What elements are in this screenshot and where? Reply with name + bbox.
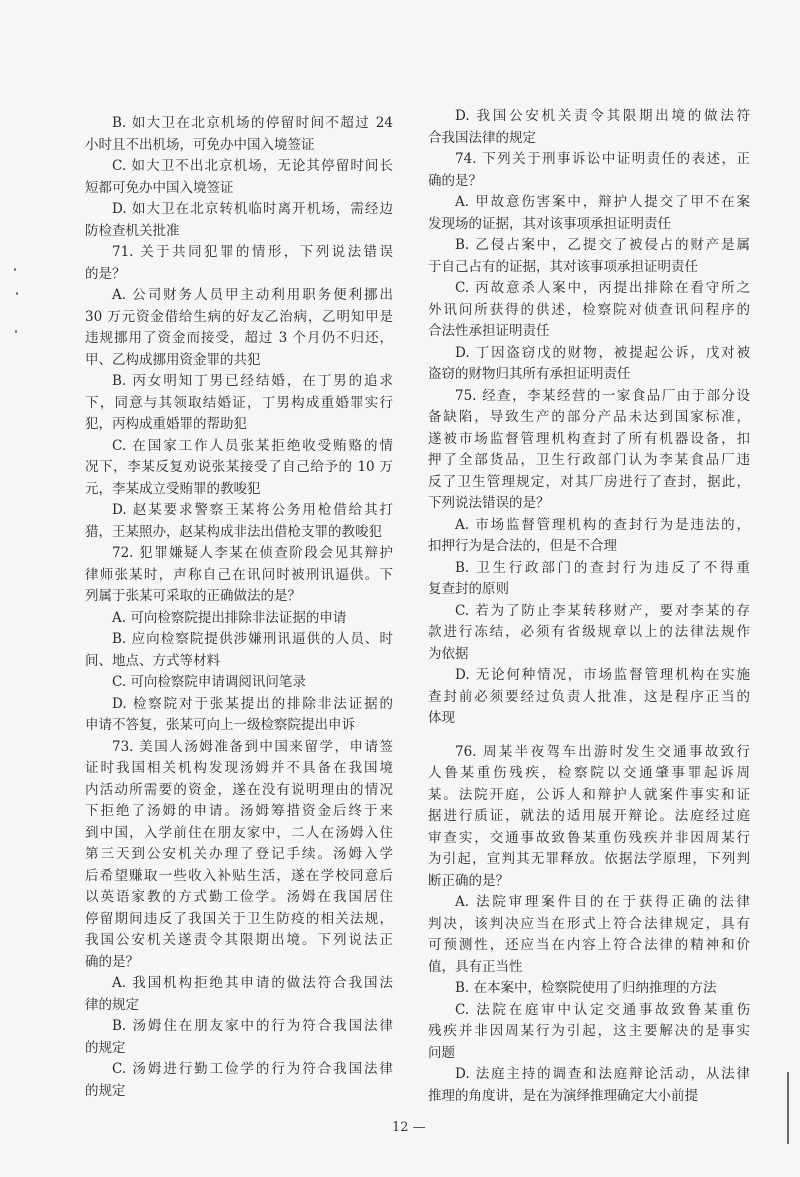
q73-option-d xyxy=(428,106,750,149)
text-line: 停留期间违反了我国关于卫生防疫的相关法规， xyxy=(85,910,393,927)
text-line: 猎，王某照办，赵某构成非法出借枪支罪的教唆犯 xyxy=(85,523,382,540)
text-line: 75. 经查，李某经营的一家食品厂由于部分设 xyxy=(455,387,750,404)
text-line: C. 若为了防止李某转移财产，要对李某的存 xyxy=(455,602,750,619)
text-line: 判决，该判决应当在形式上符合法律规定，具有 xyxy=(428,915,750,932)
text-line: 30 万元资金借给生病的好友乙治病，乙明知甲是 xyxy=(85,308,393,325)
text-line: 断正确的是？ xyxy=(428,872,509,889)
text-line: 人鲁某重伤残疾，检察院以交通肇事罪起诉周 xyxy=(428,765,750,781)
text-line: B. 丙女明知丁男已经结婚，在丁男的追求 xyxy=(112,373,393,389)
scan-artifact-dot xyxy=(16,292,18,295)
q74-option-c xyxy=(428,278,750,343)
text-line: 以英语家教的方式勤工俭学。汤姆在我国居住 xyxy=(85,889,393,905)
text-line: D. 赵某要求警察王某将公务用枪借给其打 xyxy=(112,502,393,518)
text-line: 问题 xyxy=(428,1044,455,1061)
text-line: C. 如大卫不出北京机场，无论其停留时间长 xyxy=(112,158,393,174)
q70-option-b xyxy=(85,113,393,156)
text-line: 74. 下列关于刑事诉讼中证明责任的表述，正 xyxy=(455,151,750,167)
text-line: 后希望赚取一些收入补贴生活，遂在学校同意后 xyxy=(85,867,393,884)
q76-option-a xyxy=(428,892,750,978)
text-line: 为引起，宣判其无罪释放。依据法学原理，下列判 xyxy=(428,851,750,867)
text-line: B. 如大卫在北京机场的停留时间不超过 24 xyxy=(112,115,393,131)
text-line: 盗窃的财物归其所有承担证明责任 xyxy=(428,366,631,382)
text-line: 证时我国相关机构发现汤姆并不具备在我国境 xyxy=(85,760,393,776)
text-line: B. 乙侵占案中，乙提交了被侵占的财产是属 xyxy=(455,237,750,253)
q71-option-c xyxy=(85,436,393,501)
text-line: 况下，李某反复劝说张某接受了自己给予的 10 万 xyxy=(85,459,393,475)
q75-option-d xyxy=(428,665,750,730)
text-line: 合我国法律的规定 xyxy=(428,129,536,146)
q73-option-a xyxy=(85,973,393,1016)
text-line: 复查封的原则 xyxy=(428,581,509,597)
text-line: C. 汤姆进行勤工俭学的行为符合我国法律 xyxy=(112,1061,393,1077)
q73-option-c xyxy=(85,1059,393,1102)
text-line: 73. 美国人汤姆准备到中国来留学，申请签 xyxy=(112,738,393,755)
page-number: 12 — xyxy=(392,1120,426,1135)
text-line: 发现场的证据，其对该事项承担证明责任 xyxy=(428,215,671,232)
text-line: 犯，丙构成重婚罪的帮助犯 xyxy=(85,416,247,432)
q75-option-b xyxy=(428,558,750,601)
text-line: 71. 关于共同犯罪的情形，下列说法错误 xyxy=(112,244,393,260)
text-line: 申请不答复，张某可向上一级检察院提出申诉 xyxy=(85,717,355,733)
q70-option-d xyxy=(85,199,393,242)
text-line: 体现 xyxy=(428,710,455,726)
text-line: 短都可免办中国入境签证 xyxy=(85,179,234,196)
text-line: 下拒绝了汤姆的申请。汤姆筹措资金后终于来 xyxy=(85,803,393,819)
q76-option-b xyxy=(428,978,750,1000)
q72-option-b xyxy=(85,629,393,672)
text-line: 间、地点、方式等材料 xyxy=(85,652,220,669)
text-line: 的是？ xyxy=(85,265,126,282)
text-line: 可预测性，还应当在内容上符合法律的精神和价 xyxy=(428,937,750,953)
q76-option-d xyxy=(428,1064,750,1107)
text-line: A. 甲故意伤害案中，辩护人提交了甲不在案 xyxy=(455,194,750,210)
q74-option-b xyxy=(428,235,750,278)
q72-option-c xyxy=(85,672,393,694)
text-line: 遂被市场监督管理机构查封了所有机器设备，扣 xyxy=(428,430,750,447)
text-line: 外讯问所获得的供述，检察院对侦查讯问程序的 xyxy=(428,301,750,318)
text-line: C. 在国家工作人员张某拒绝收受贿赂的情 xyxy=(112,437,393,454)
text-line: 内活动所需要的资金，遂在没有说明理由的情况 xyxy=(85,781,393,798)
q72-option-d xyxy=(85,694,393,737)
text-line: 甲、乙构成挪用资金罪的共犯 xyxy=(85,351,261,368)
text-line: 推理的角度讲，是在为演绎推理确定大小前提 xyxy=(428,1087,698,1104)
text-line: A. 市场监督管理机构的查封行为是违法的， xyxy=(455,516,750,533)
text-line: 值，具有正当性 xyxy=(428,958,523,975)
text-line: D. 我国公安机关责令其限期出境的做法符 xyxy=(455,108,750,124)
text-line: 某。法院开庭，公诉人和辩护人就案件事实和证 xyxy=(428,786,750,803)
q75-stem xyxy=(428,386,750,515)
q73-option-b xyxy=(85,1016,393,1059)
text-line: 款进行冻结，必须有省级规章以上的法律法规作 xyxy=(428,624,750,640)
text-line: B. 汤姆住在朋友家中的行为符合我国法律 xyxy=(112,1018,393,1034)
q74-stem xyxy=(428,149,750,192)
text-line: 小时且不出机场，可免办中国入境签证 xyxy=(85,136,315,153)
text-line: 扣押行为是合法的，但是不合理 xyxy=(428,538,617,554)
text-line: 确的是？ xyxy=(428,172,482,189)
text-line: D. 如大卫在北京转机临时离开机场，需经边 xyxy=(112,201,393,217)
text-line: 的规定 xyxy=(85,1039,126,1056)
q75-option-c xyxy=(428,601,750,666)
text-line: B. 应向检察院提供涉嫌刑讯逼供的人员、时 xyxy=(112,631,393,647)
text-line: 第三天到公安机关办理了登记手续。汤姆入学 xyxy=(85,846,393,862)
text-line: 我国公安机关遂责令其限期出境。下列说法正 xyxy=(85,932,393,948)
q74-option-d xyxy=(428,343,750,386)
text-line: C. 可向检察院申请调阅讯问笔录 xyxy=(112,674,306,690)
right-column xyxy=(428,106,750,1107)
q72-stem xyxy=(85,543,393,608)
q71-option-a xyxy=(85,285,393,371)
text-line: D. 丁因盗窃戊的财物，被提起公诉，戊对被 xyxy=(455,344,750,361)
text-line: 76. 周某半夜驾车出游时发生交通事故致行 xyxy=(455,743,750,760)
text-line: A. 可向检察院提出排除非法证据的申请 xyxy=(112,609,347,626)
text-line: 到中国，入学前住在朋友家中，二人在汤姆入住 xyxy=(85,824,393,841)
text-line: 查封前必须要经过负责人批准，这是程序正当的 xyxy=(428,688,750,705)
q75-option-a xyxy=(428,515,750,558)
text-line: A. 我国机构拒绝其申请的做法符合我国法 xyxy=(112,975,393,991)
left-column xyxy=(85,113,393,1102)
text-line: D. 无论何种情况，市场监督管理机构在实施 xyxy=(455,667,750,683)
text-line: 72. 犯罪嫌疑人李某在侦查阶段会见其辩护 xyxy=(112,545,393,561)
text-line: 审查实，交通事故致鲁某重伤残疾并非因周某行 xyxy=(428,829,750,846)
q73-stem xyxy=(85,737,393,974)
text-line: 据进行质证，就法的适用展开辩论。法庭经过庭 xyxy=(428,808,750,824)
text-line: C. 法院在庭审中认定交通事故致鲁某重伤 xyxy=(455,1001,750,1018)
text-line: B. 在本案中，检察院使用了归纳推理的方法 xyxy=(455,980,717,996)
text-line: 防检查机关批准 xyxy=(85,222,180,239)
q71-stem xyxy=(85,242,393,285)
text-line: 押了全部货品，卫生行政部门认为李某食品厂违 xyxy=(428,452,750,468)
text-line: 残疾并非因周某行为引起，这主要解决的是事实 xyxy=(428,1023,750,1039)
text-line: 律师张某时，声称自己在讯问时被刑讯逼供。下 xyxy=(85,566,393,583)
text-line: 反了卫生管理规定，对其厂房进行了查封，据此， xyxy=(428,473,750,490)
text-line: A. 法院审理案件目的在于获得正确的法律 xyxy=(455,894,750,910)
text-line: 下列说法错误的是？ xyxy=(428,495,550,511)
q76-stem xyxy=(428,742,750,893)
text-line: 的规定 xyxy=(85,1082,126,1099)
scan-artifact-dot xyxy=(14,268,16,271)
q70-option-c xyxy=(85,156,393,199)
text-line: 合法性承担证明责任 xyxy=(428,323,550,339)
text-line: 列属于张某可采取的正确做法的是？ xyxy=(85,588,301,604)
text-line: B. 卫生行政部门的查封行为违反了不得重 xyxy=(455,559,750,576)
text-line: 下，同意与其领取结婚证，丁男构成重婚罪实行 xyxy=(85,394,393,411)
text-line: D. 法庭主持的调查和法庭辩论活动，从法律 xyxy=(455,1066,750,1082)
q76-option-c xyxy=(428,1000,750,1065)
text-line: 于自己占有的证据，其对该事项承担证明责任 xyxy=(428,258,698,275)
text-line: 确的是？ xyxy=(85,953,139,970)
text-line: 违规挪用了资金而接受，超过 3 个月仍不归还， xyxy=(85,330,393,346)
text-line: 元，李某成立受贿罪的教唆犯 xyxy=(85,480,261,497)
q72-option-a xyxy=(85,608,393,630)
text-line: 备缺陷，导致生产的部分产品未达到国家标准， xyxy=(428,409,750,425)
text-line: A. 公司财务人员甲主动利用职务便利挪出 xyxy=(112,287,393,303)
text-line: 为依据 xyxy=(428,645,469,662)
scan-artifact-dot xyxy=(15,330,17,333)
q71-option-d xyxy=(85,500,393,543)
text-line: 律的规定 xyxy=(85,996,139,1013)
scan-artifact-line xyxy=(787,1072,789,1144)
text-line: C. 丙故意杀人案中，丙提出排除在看守所之 xyxy=(455,280,750,296)
text-line: D. 检察院对于张某提出的排除非法证据的 xyxy=(112,695,393,712)
q74-option-a xyxy=(428,192,750,235)
q71-option-b xyxy=(85,371,393,436)
